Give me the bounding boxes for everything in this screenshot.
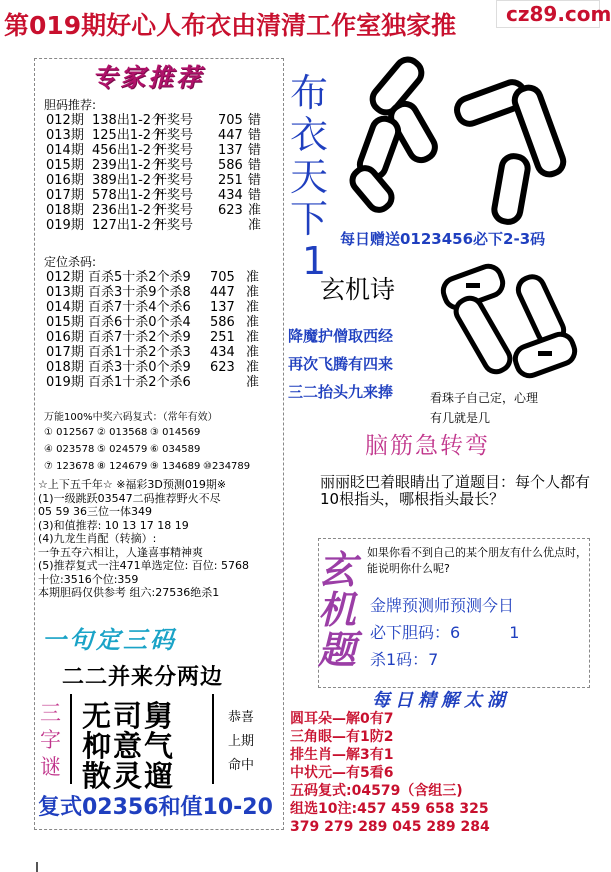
kill-cell: 251 bbox=[210, 330, 235, 345]
dan-cell: 239出1-2个 bbox=[92, 158, 165, 173]
gold-dan-2: 1 bbox=[509, 623, 520, 642]
kill-row bbox=[46, 300, 266, 315]
wanneng-item: ⑥ 034589 bbox=[150, 444, 201, 455]
kill-row bbox=[46, 270, 266, 285]
fushi-line: 复式02356和值10-20 bbox=[38, 795, 273, 820]
dan-cell: 014期 bbox=[46, 143, 84, 158]
dan-row bbox=[46, 158, 268, 173]
wanneng-item: ① 012567 bbox=[44, 427, 95, 438]
kill-cell: 017期 bbox=[46, 345, 84, 360]
wanneng-item: ⑨ 134689 bbox=[150, 461, 201, 472]
dan-row bbox=[46, 113, 268, 128]
dan-cell: 016期 bbox=[46, 173, 84, 188]
poem-line: 再次飞腾有四来 bbox=[288, 355, 394, 373]
wanneng-item: ④ 023578 bbox=[44, 444, 95, 455]
three-char-1: 字 bbox=[40, 728, 61, 752]
dan-cell: 错 bbox=[248, 128, 262, 143]
forecast-line: (3)和值推荐: 10 13 17 18 19 bbox=[38, 518, 189, 532]
congrats-line: 上期 bbox=[228, 734, 255, 749]
dan-cell: 准 bbox=[248, 203, 262, 218]
dan-cell: 错 bbox=[248, 113, 262, 128]
divider bbox=[212, 694, 214, 784]
daily-gift: 每日赠送0123456必下2-3码 bbox=[340, 230, 546, 248]
buyi-number: 1 bbox=[302, 239, 327, 283]
kill-cell: 准 bbox=[246, 300, 260, 315]
lake-line: 排生肖—解3有1 bbox=[290, 747, 394, 763]
lake-line: 五码复式:04579（含组三) bbox=[290, 783, 463, 799]
wanneng-item: ⑦ 123678 bbox=[44, 461, 95, 472]
dan-cell: 准 bbox=[248, 218, 262, 233]
bead-drawing bbox=[430, 255, 596, 395]
kill-cell: 019期 bbox=[46, 375, 84, 390]
kill-cell: 准 bbox=[246, 375, 260, 390]
site-badge[interactable] bbox=[496, 0, 611, 28]
dan-cell: 开奖号 bbox=[154, 143, 194, 158]
poem-note-line: 看珠子自己定，心理 bbox=[430, 391, 539, 405]
lake-line: 组选10注:457 459 658 325 bbox=[290, 801, 489, 817]
kill-cell: 447 bbox=[210, 285, 235, 300]
dan-cell: 开奖号 bbox=[154, 188, 194, 203]
three-char-label bbox=[40, 700, 66, 781]
wanneng-row bbox=[44, 441, 256, 458]
wanneng-row bbox=[44, 458, 256, 475]
forecast-line: 05 59 36三位一体349 bbox=[38, 505, 152, 518]
forecast-line: 本期胆码仅供参考 组六:27536绝杀1 bbox=[38, 586, 220, 599]
gold-forecast bbox=[370, 592, 519, 673]
wanneng-title: 万能100%中奖六码复式：（常年有效） bbox=[44, 412, 218, 423]
kill-cell: 012期 bbox=[46, 270, 84, 285]
dan-row bbox=[46, 173, 268, 188]
kill-cell: 准 bbox=[246, 270, 260, 285]
kill-cell: 准 bbox=[246, 345, 260, 360]
congrats-line: 命中 bbox=[228, 758, 255, 773]
kill-cell: 014期 bbox=[46, 300, 84, 315]
riddle-line: 无司舅 bbox=[82, 699, 176, 733]
kill-cell: 百杀3十杀9个杀8 bbox=[88, 285, 191, 300]
poem-note-line: 有几就是几 bbox=[430, 411, 491, 425]
kill-cell: 705 bbox=[210, 270, 235, 285]
expert-title: 专家推荐 bbox=[92, 63, 205, 92]
kill-cell: 百杀3十杀0个杀9 bbox=[88, 360, 191, 375]
wanneng-item: ⑤ 024579 bbox=[97, 444, 148, 455]
dan-row bbox=[46, 128, 268, 143]
dan-cell: 236出1-2个 bbox=[92, 203, 165, 218]
buyi-char: 衣 bbox=[290, 113, 329, 157]
buyi-char: 布 bbox=[290, 71, 329, 115]
dan-cell: 开奖号 bbox=[154, 128, 194, 143]
dan-row bbox=[46, 143, 268, 158]
poem-line: 降魔护僧取西经 bbox=[288, 327, 394, 345]
dan-cell: 开奖号 bbox=[154, 173, 194, 188]
dan-row bbox=[46, 203, 268, 218]
page-title: 第019期好心人布衣由清清工作室独家推 bbox=[4, 11, 457, 40]
edge-mark bbox=[36, 862, 38, 872]
riddle-line: 枊意气 bbox=[82, 729, 176, 763]
divider bbox=[70, 694, 72, 784]
xuanji-title: 玄 机 题 bbox=[318, 547, 357, 672]
kill-cell: 百杀1十杀2个杀6 bbox=[88, 375, 191, 390]
kill-cell: 百杀1十杀2个杀3 bbox=[88, 345, 191, 360]
dan-cell: 错 bbox=[248, 158, 262, 173]
kill-row bbox=[46, 285, 266, 300]
dan-cell: 125出1-2个 bbox=[92, 128, 165, 143]
dan-table bbox=[46, 113, 268, 233]
kill-row bbox=[46, 360, 266, 375]
kill-row bbox=[46, 345, 266, 360]
poem-note bbox=[430, 388, 538, 428]
dan-cell: 015期 bbox=[46, 158, 84, 173]
site-name: cz89.com bbox=[506, 2, 611, 26]
dan-cell: 578出1-2个 bbox=[92, 188, 165, 203]
lake-line: 三角眼—有1防2 bbox=[290, 729, 394, 745]
dan-label: 胆码推荐: bbox=[44, 98, 97, 112]
one-sentence-title: 一句定三码 bbox=[42, 626, 177, 654]
kill-cell: 百杀7十杀2个杀9 bbox=[88, 330, 191, 345]
poem-title: 玄机诗 bbox=[320, 275, 396, 304]
dan-cell: 623 bbox=[218, 203, 243, 218]
dan-cell: 错 bbox=[248, 173, 262, 188]
dan-cell: 开奖号 bbox=[154, 203, 194, 218]
lake-line: 中状元—有5看6 bbox=[290, 765, 394, 781]
three-char-0: 三 bbox=[40, 701, 61, 725]
dan-cell: 错 bbox=[248, 188, 262, 203]
dan-cell: 开奖号 bbox=[154, 218, 194, 233]
kill-cell: 准 bbox=[246, 330, 260, 345]
kill-cell: 586 bbox=[210, 315, 235, 330]
two-two-line: 二二并来分两边 bbox=[62, 665, 224, 690]
dan-cell: 开奖号 bbox=[154, 158, 194, 173]
xuanji-question: 如果你看不到自己的某个朋友有什么优点时，能说明你什么呢? bbox=[367, 546, 587, 575]
kill-label: 定位杀码: bbox=[44, 255, 97, 269]
wanneng-item: ⑩234789 bbox=[203, 461, 251, 472]
dan-cell: 434 bbox=[218, 188, 243, 203]
buyi-char: 天 bbox=[290, 155, 329, 199]
dan-cell: 447 bbox=[218, 128, 243, 143]
digits-57-drawing bbox=[338, 48, 600, 258]
lake-title: 每日精解太湖 bbox=[372, 690, 510, 711]
wanneng-item: ② 013568 bbox=[97, 427, 148, 438]
kill-cell: 434 bbox=[210, 345, 235, 360]
dan-cell: 137 bbox=[218, 143, 243, 158]
kill-cell: 013期 bbox=[46, 285, 84, 300]
dan-cell: 018期 bbox=[46, 203, 84, 218]
congrats-line: 恭喜 bbox=[228, 710, 255, 725]
lake-lines bbox=[290, 710, 490, 836]
dan-cell: 013期 bbox=[46, 128, 84, 143]
wanneng-item: ⑧ 124679 bbox=[97, 461, 148, 472]
forecast-block bbox=[38, 478, 249, 600]
kill-table bbox=[46, 270, 266, 390]
dan-cell: 019期 bbox=[46, 218, 84, 233]
dan-cell: 389出1-2个 bbox=[92, 173, 165, 188]
poem-line: 三二抬头九来捧 bbox=[288, 383, 394, 401]
dan-cell: 012期 bbox=[46, 113, 84, 128]
brain-title: 脑筋急转弯 bbox=[365, 433, 490, 459]
kill-cell: 623 bbox=[210, 360, 235, 375]
forecast-line: 一争五夺六相让，人逢喜事精神爽 bbox=[38, 545, 203, 559]
dan-cell: 586 bbox=[218, 158, 243, 173]
forecast-heading: ☆上下五千年☆ ※福彩3D预测019期※ bbox=[38, 478, 227, 491]
kill-row bbox=[46, 330, 266, 345]
dan-cell: 开奖号 bbox=[154, 113, 194, 128]
kill-cell: 016期 bbox=[46, 330, 84, 345]
dan-cell: 127出1-2个 bbox=[92, 218, 165, 233]
kill-cell: 准 bbox=[246, 315, 260, 330]
gold-kill: 杀1码：7 bbox=[370, 650, 439, 669]
dan-cell: 错 bbox=[248, 143, 262, 158]
kill-cell: 015期 bbox=[46, 315, 84, 330]
lake-line: 379 279 289 045 289 284 bbox=[290, 819, 490, 835]
kill-cell: 018期 bbox=[46, 360, 84, 375]
three-char-2: 谜 bbox=[40, 755, 61, 779]
kill-cell: 准 bbox=[246, 285, 260, 300]
kill-cell: 百杀5十杀2个杀9 bbox=[88, 270, 191, 285]
kill-cell: 准 bbox=[246, 360, 260, 375]
wanneng-list bbox=[44, 424, 256, 475]
forecast-line: 十位:3516个位:359 bbox=[38, 572, 139, 586]
kill-cell: 百杀6十杀0个杀4 bbox=[88, 315, 191, 330]
gold-title: 金牌预测师预测今日 bbox=[370, 596, 515, 615]
buyi-char: 下 bbox=[290, 197, 329, 241]
dan-row bbox=[46, 188, 268, 203]
forecast-line: (5)推荐复式一注471单选定位: 百位: 5768 bbox=[38, 559, 249, 572]
riddle-line: 散灵遛 bbox=[82, 759, 176, 793]
dan-cell: 705 bbox=[218, 113, 243, 128]
wanneng-row bbox=[44, 424, 256, 441]
dan-cell: 456出1-2个 bbox=[92, 143, 165, 158]
wanneng-item: ③ 014569 bbox=[150, 427, 201, 438]
lake-line: 圆耳朵—解0有7 bbox=[290, 711, 394, 727]
forecast-line: (4)九龙生肖配（转摘）: bbox=[38, 532, 157, 545]
gold-dan-label: 必下胆码：6 bbox=[370, 623, 461, 642]
brain-riddle: 丽丽眨巴着眼睛出了道题目：每个人都有10根指头，哪根指头最长？ bbox=[320, 473, 591, 508]
dan-row bbox=[46, 218, 268, 233]
kill-row bbox=[46, 315, 266, 330]
forecast-line: (1)一级跳跃03547二码推荐野火不尽 bbox=[38, 491, 221, 505]
dan-cell: 251 bbox=[218, 173, 243, 188]
dan-cell: 138出1-2个 bbox=[92, 113, 165, 128]
kill-cell: 百杀7十杀4个杀6 bbox=[88, 300, 191, 315]
poem-lines bbox=[288, 322, 393, 406]
kill-row bbox=[46, 375, 266, 390]
dan-cell: 017期 bbox=[46, 188, 84, 203]
gold-dan bbox=[370, 619, 519, 646]
kill-cell: 137 bbox=[210, 300, 235, 315]
